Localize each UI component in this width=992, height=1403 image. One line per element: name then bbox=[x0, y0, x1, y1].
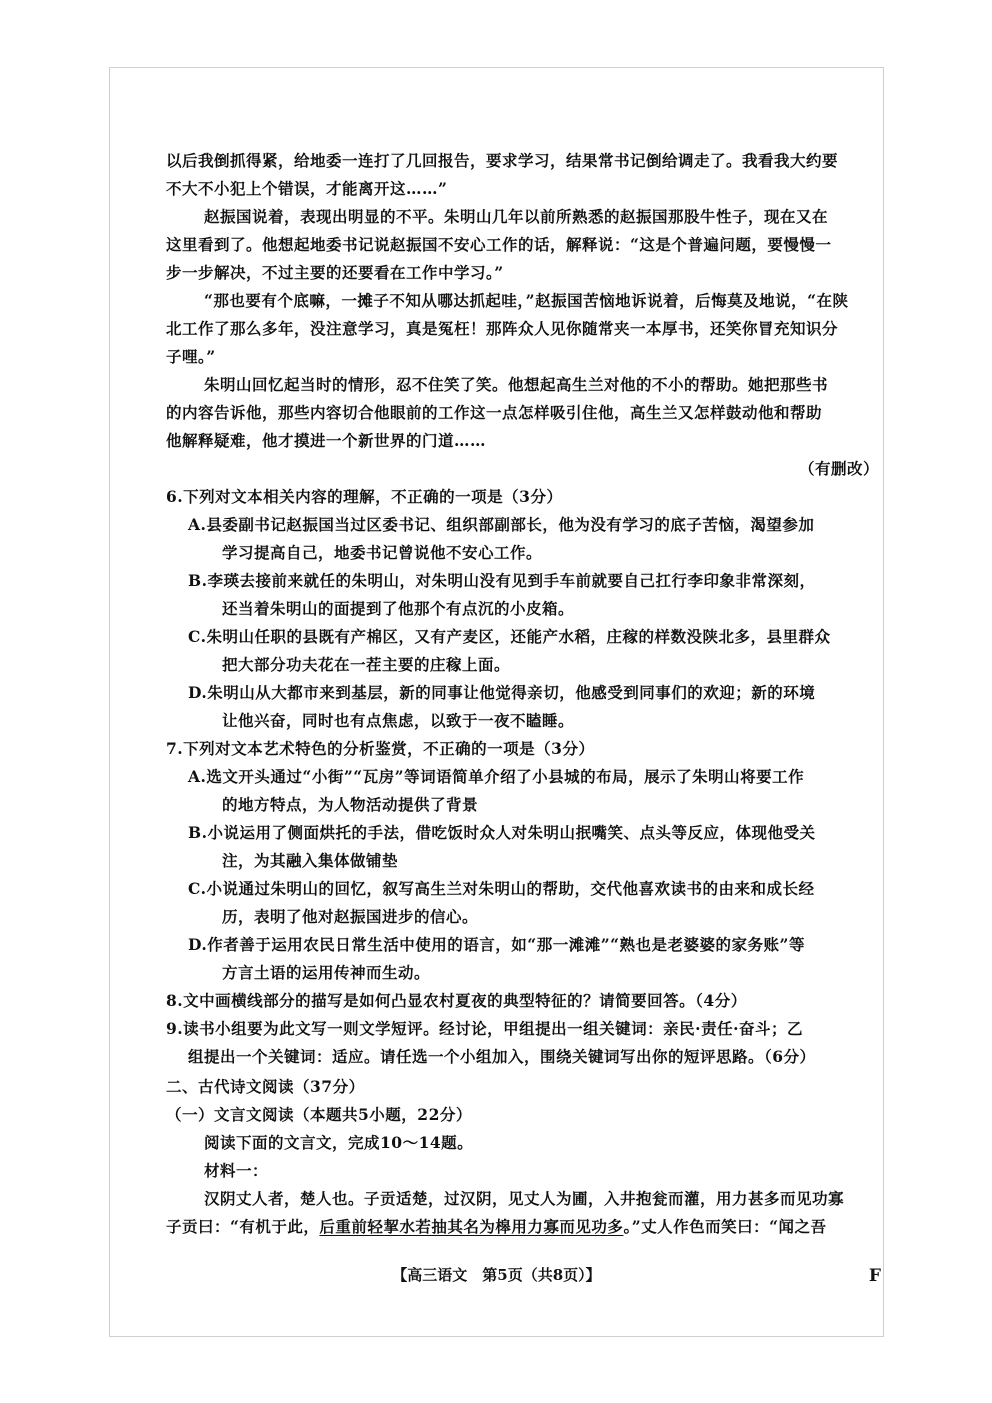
material-label: 材料一： bbox=[204, 1161, 269, 1180]
q6-option-a-cont: 学习提高自己，地委书记曾说他不安心工作。 bbox=[222, 543, 543, 562]
classical-text-line bbox=[166, 1216, 883, 1238]
q7-option-d: D.作者善于运用农民日常生活中使用的语言，如“那一滩滩”“熟也是老婆婆的家务账”等 bbox=[188, 935, 805, 954]
passage-line: 的内容告诉他，那些内容切合他眼前的工作这一点怎样吸引住他，高生兰又怎样鼓动他和帮助 bbox=[166, 403, 823, 422]
q6-option-a: A.县委副书记赵振国当过区委书记、组织部副部长，他为没有学习的底子苦恼，渴望参加 bbox=[188, 515, 815, 534]
passage-line: 北工作了那么多年，没注意学习，真是冤枉！那阵众人见你随常夹一本厚书，还笑你冒充知识分 bbox=[166, 319, 839, 338]
passage-line: 以后我倒抓得紧，给地委一连打了几回报告，要求学习，结果常书记倒给调走了。我看我大约要 bbox=[166, 151, 839, 170]
q7-option-b-cont: 注，为其融入集体做铺垫 bbox=[222, 851, 399, 870]
page-footer: 【高三语文 第5页（共8页）】 bbox=[392, 1266, 601, 1284]
corner-mark: F bbox=[868, 1266, 881, 1286]
q6-option-b-cont: 还当着朱明山的面提到了他那个有点沉的小皮箱。 bbox=[222, 599, 575, 618]
passage-line: 不大不小犯上个错误，才能离开这……” bbox=[166, 179, 448, 198]
question-9: 9.读书小组要为此文写一则文学短评。经讨论，甲组提出一组关键词：亲民·责任·奋斗；乙 bbox=[166, 1019, 803, 1038]
exam-page bbox=[109, 67, 884, 1337]
question-9-cont: 组提出一个关键词：适应。请任选一个小组加入，围绕关键词写出你的短评思路。（6分） bbox=[188, 1047, 816, 1066]
q6-option-b: B.李瑛去接前来就任的朱明山，对朱明山没有见到手车前就要自己扛行李印象非常深刻， bbox=[188, 571, 816, 590]
text-segment: 。”丈人作色而笑曰：“闻之吾 bbox=[623, 1217, 827, 1236]
source-note: （有删改） bbox=[798, 459, 879, 478]
question-8: 8.文中画横线部分的描写是如何凸显农村夏夜的典型特征的？请简要回答。（4分） bbox=[166, 991, 747, 1010]
passage-line: 这里看到了。他想起地委书记说赵振国不安心工作的话，解释说：“这是个普遍问题，要慢慢一 bbox=[166, 235, 832, 254]
q6-option-d: D.朱明山从大都市来到基层，新的同事让他觉得亲切，他感受到同事们的欢迎；新的环境 bbox=[188, 683, 816, 702]
passage-line: 他解释疑难，他才摸进一个新世界的门道…… bbox=[166, 431, 487, 450]
instruction: 阅读下面的文言文，完成10～14题。 bbox=[204, 1133, 474, 1152]
passage-line: “那也要有个底嘛，一摊子不知从哪达抓起哇，”赵振国苦恼地诉说着，后悔莫及地说，“在陕 bbox=[204, 291, 849, 310]
q6-option-c-cont: 把大部分功夫花在一茬主要的庄稼上面。 bbox=[222, 655, 511, 674]
question-7-stem: 7.下列对文本艺术特色的分析鉴赏，不正确的一项是（3分） bbox=[166, 739, 595, 758]
classical-text-line: 汉阴丈人者，楚人也。子贡适楚，过汉阴，见丈人为圃，入井抱瓮而灌，用力甚多而见功寡 bbox=[204, 1189, 845, 1208]
passage-line: 子哩。” bbox=[166, 347, 216, 366]
underlined-sentence: 后重前轻挈水若抽其名为槔用力寡而见功多 bbox=[319, 1217, 624, 1236]
q7-option-a-cont: 的地方特点，为人物活动提供了背景 bbox=[222, 795, 479, 814]
q7-option-c: C.小说通过朱明山的回忆，叙写高生兰对朱明山的帮助，交代他喜欢读书的由来和成长经 bbox=[188, 879, 815, 898]
q7-option-a: A.选文开头通过“小街”“瓦房”等词语简单介绍了小县城的布局，展示了朱明山将要工作 bbox=[188, 767, 805, 786]
passage-line: 朱明山回忆起当时的情形，忍不住笑了笑。他想起高生兰对他的不小的帮助。她把那些书 bbox=[204, 375, 829, 394]
q7-option-c-cont: 历，表明了他对赵振国进步的信心。 bbox=[222, 907, 479, 926]
q7-option-d-cont: 方言土语的运用传神而生动。 bbox=[222, 963, 431, 982]
q6-option-c: C.朱明山任职的县既有产棉区，又有产麦区，还能产水稻，庄稼的样数没陕北多，县里群众 bbox=[188, 627, 831, 646]
text-segment: 子贡曰：“有机于此， bbox=[166, 1217, 320, 1236]
q6-option-d-cont: 让他兴奋，同时也有点焦虑，以致于一夜不瞌睡。 bbox=[222, 711, 575, 730]
passage-line: 赵振国说着，表现出明显的不平。朱明山几年以前所熟悉的赵振国那股牛性子，现在又在 bbox=[204, 207, 829, 226]
section-title: 二、古代诗文阅读（37分） bbox=[166, 1077, 365, 1096]
passage-line: 步一步解决，不过主要的还要看在工作中学习。” bbox=[166, 263, 504, 282]
q7-option-b: B.小说运用了侧面烘托的手法，借吃饭时众人对朱明山抿嘴笑、点头等反应，体现他受关 bbox=[188, 823, 816, 842]
question-6-stem: 6.下列对文本相关内容的理解，不正确的一项是（3分） bbox=[166, 487, 563, 506]
subsection-title: （一）文言文阅读（本题共5小题，22分） bbox=[166, 1105, 472, 1124]
